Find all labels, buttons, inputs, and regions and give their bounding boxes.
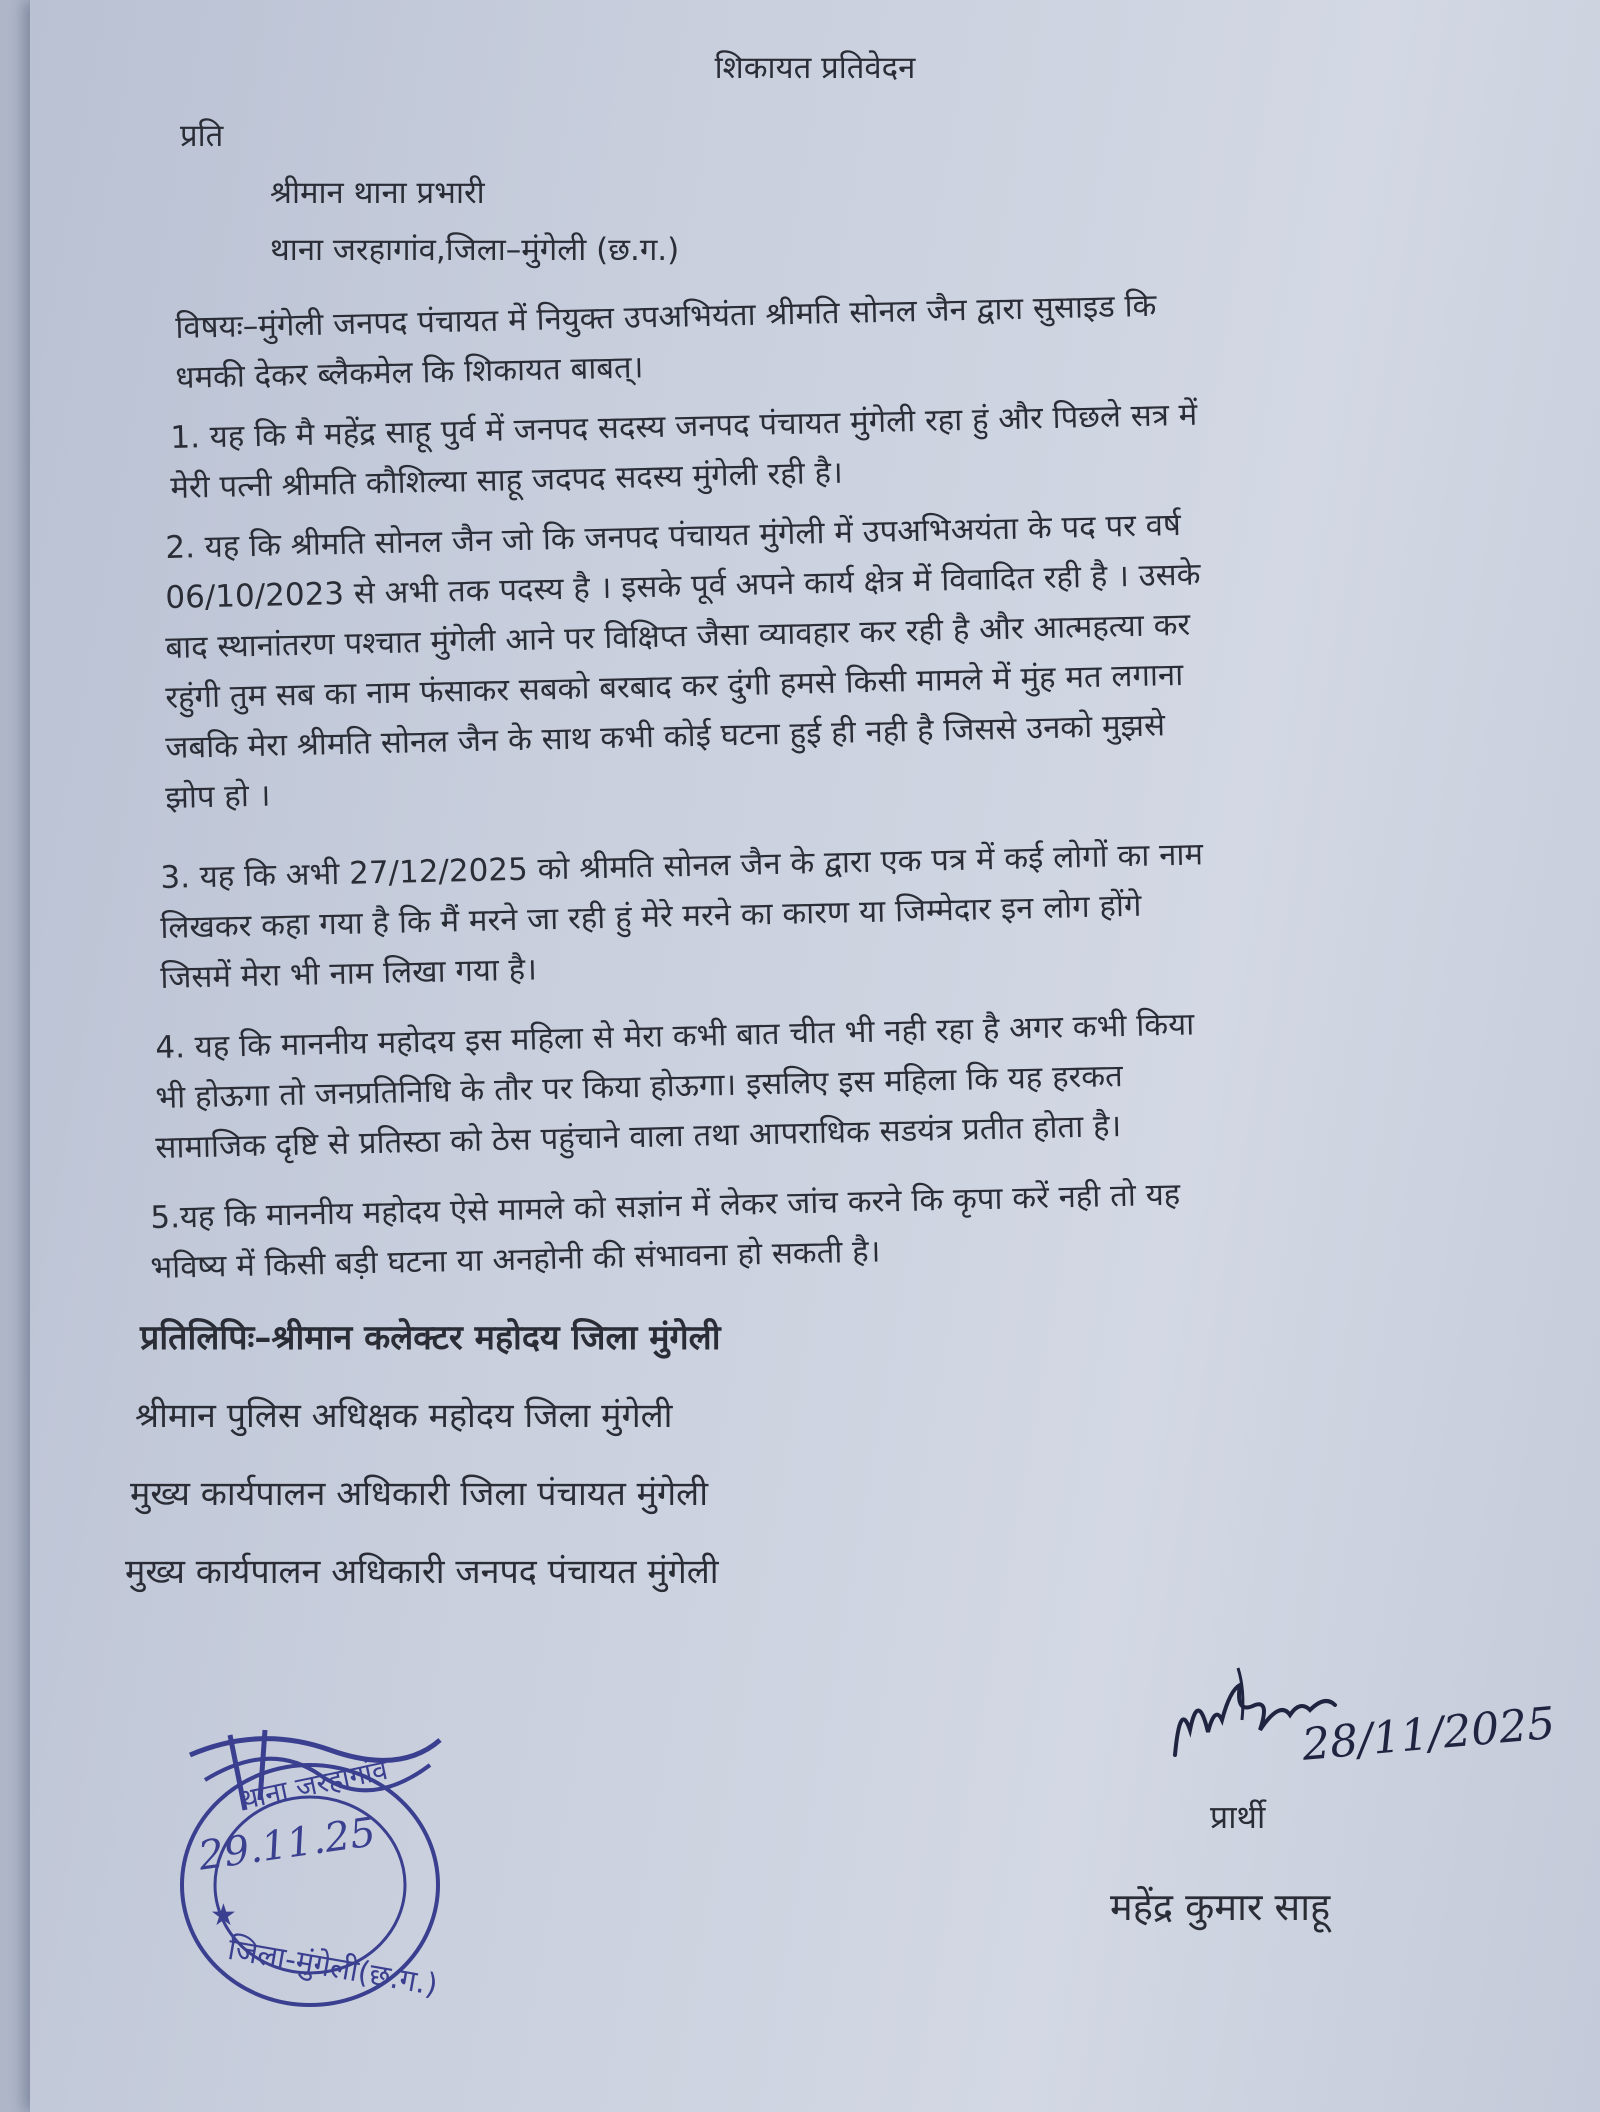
stamp-district-text: जिला-मुंगेली(छ.ग.): [225, 1931, 441, 2004]
document-title: शिकायत प्रतिवेदन: [714, 50, 916, 86]
stamp-station-text: थाना जरहागांव: [237, 1752, 391, 1817]
point-3-line-3: जिसमें मेरा भी नाम लिखा गया है।: [160, 951, 538, 996]
complaint-letter: [30, 0, 1600, 2112]
point-1-line-1: 1. यह कि मै महेंद्र साहू पुर्व में जनपद सदस्य जनपद पंचायत मुंगेली रहा हुं और पिछले सत्र में: [170, 396, 1198, 456]
point-2-line-3: बाद स्थानांतरण पश्चात मुंगेली आने पर विक्षिप्त जैसा व्यावहार कर रही है और आत्महत्या कर: [165, 606, 1191, 666]
copy-to-ceo-janpad: मुख्य कार्यपालन अधिकारी जनपद पंचायत मुंगेली: [125, 1552, 719, 1592]
subject-line-1: विषयः–मुंगेली जनपद पंचायत में नियुक्त उपअभियंता श्रीमति सोनल जैन द्वारा सुसाइड कि: [175, 287, 1157, 346]
applicant-label: प्रार्थी: [1210, 1798, 1266, 1836]
stamp-star-icon: ★: [210, 1898, 237, 1933]
point-3-line-2: लिखकर कहा गया है कि मैं मरने जा रही हुं मेरे मरने का कारण या जिम्मेदार इन लोग होंगे: [160, 887, 1142, 946]
subject-line-2: धमकी देकर ब्लैकमेल कि शिकायत बाबत्।: [175, 349, 644, 396]
copy-to-sp: श्रीमान पुलिस अधिक्षक महोदय जिला मुंगेली: [135, 1396, 673, 1436]
signature-date: 28/11/2025: [1300, 1697, 1558, 1771]
point-2-line-4: रहुंगी तुम सब का नाम फंसाकर सबको बरबाद कर दुंगी हमसे किसी मामले में मुंह मत लगाना: [165, 656, 1184, 716]
applicant-name: महेंद्र कुमार साहू: [1110, 1885, 1331, 1929]
point-2-line-6: झोप हो ।: [165, 777, 271, 816]
point-2-line-1: 2. यह कि श्रीमति सोनल जैन जो कि जनपद पंचायत मुंगेली में उपअभिअयंता के पद पर वर्ष: [165, 506, 1182, 566]
copy-to-collector: प्रतिलिपिः–श्रीमान कलेक्टर महोदय जिला मुंगेली: [140, 1318, 721, 1358]
point-2-line-2: 06/10/2023 से अभी तक पदस्य है । इसके पूर्व अपने कार्य क्षेत्र में विवादित रही है । उसके: [165, 556, 1201, 616]
point-5-line-1: 5.यह कि माननीय महोदय ऐसे मामले को सज्ञांन में लेकर जांच करने कि कृपा करें नही तो यह: [150, 1176, 1181, 1236]
point-4-line-1: 4. यह कि माननीय महोदय इस महिला से मेरा कभी बात चीत भी नही रहा है अगर कभी किया: [155, 1006, 1195, 1066]
point-1-line-2: मेरी पत्नी श्रीमति कौशिल्या साहू जदपद सदस्य मुंगेली रही है।: [170, 454, 844, 506]
addressee-line-2: थाना जरहागांव,जिला–मुंगेली (छ.ग.): [270, 232, 680, 268]
point-2-line-5: जबकि मेरा श्रीमति सोनल जैन के साथ कभी कोई घटना हुई ही नही है जिससे उनको मुझसे: [165, 707, 1166, 766]
police-station-stamp: [170, 1720, 460, 2020]
addressee-prefix: प्रति: [180, 118, 224, 154]
point-4-line-3: सामाजिक दृष्टि से प्रतिस्ठा को ठेस पहुंचाने वाला तथा आपराधिक सडयंत्र प्रतीत होता है।: [155, 1108, 1122, 1166]
point-3-line-1: 3. यह कि अभी 27/12/2025 को श्रीमति सोनल जैन के द्वारा एक पत्र में कई लोगों का नाम: [160, 836, 1204, 896]
copy-to-ceo-zila: मुख्य कार्यपालन अधिकारी जिला पंचायत मुंगेली: [130, 1474, 709, 1514]
stamp-date-text: 29.11.25: [195, 1809, 379, 1880]
addressee-line-1: श्रीमान थाना प्रभारी: [270, 175, 485, 211]
point-5-line-2: भविष्य में किसी बड़ी घटना या अनहोनी की संभावना हो सकती है।: [150, 1233, 881, 1286]
point-4-line-2: भी होऊगा तो जनप्रतिनिधि के तौर पर किया होऊगा। इसलिए इस महिला कि यह हरकत: [155, 1058, 1124, 1116]
